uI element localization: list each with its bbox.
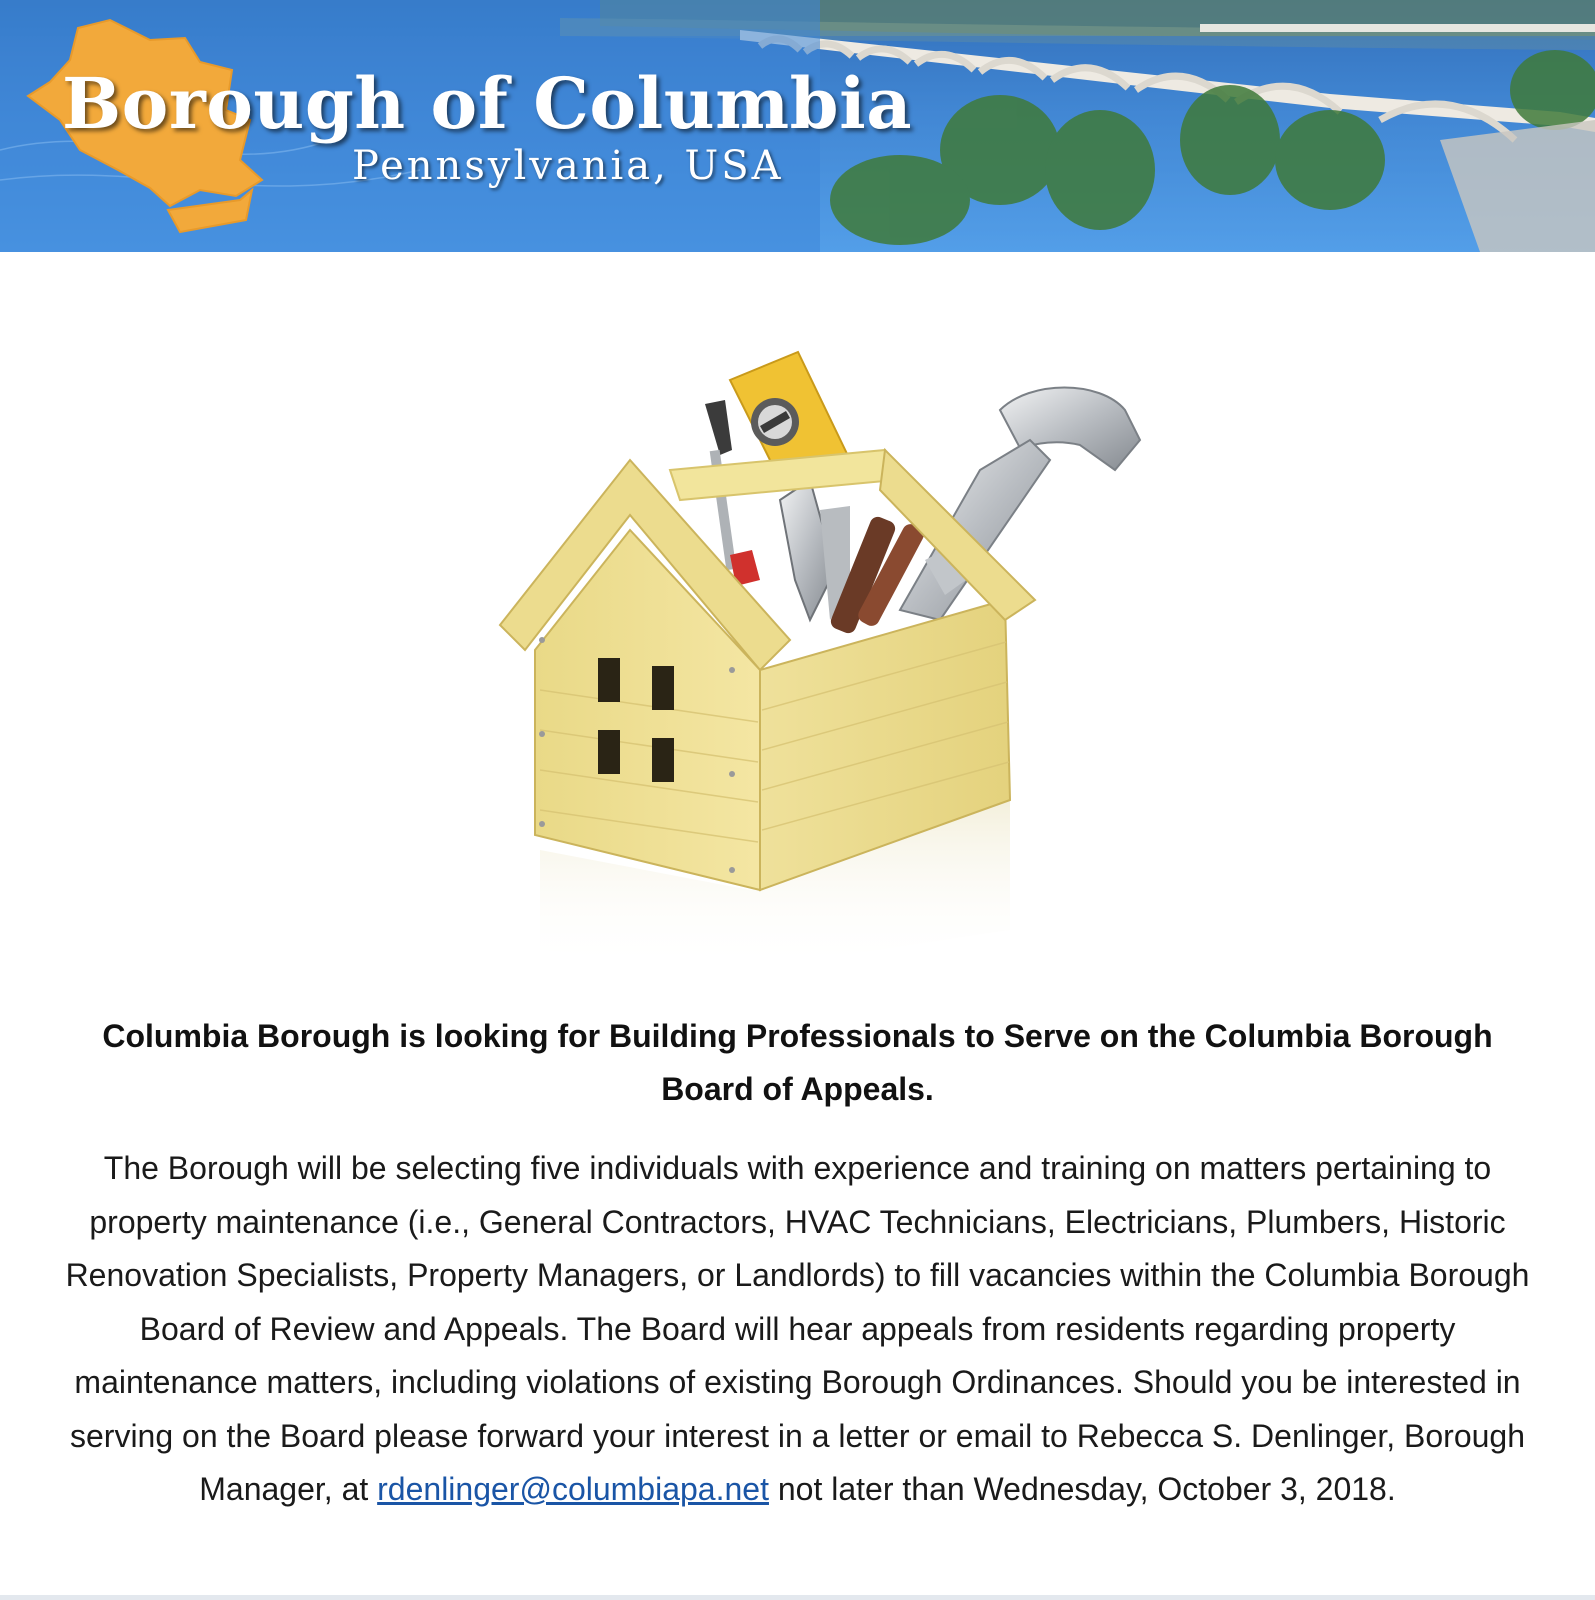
site-title: Borough of Columbia (62, 62, 913, 145)
announcement-headline: Columbia Borough is looking for Building Professionals to Serve on the Columbia Borough Board of Appeals. (102, 1018, 1493, 1107)
toolbox-house-illustration (380, 330, 1180, 970)
body-tail-text: not later than Wednesday, October 3, 2018. (768, 1471, 1396, 1507)
toolbox-house-icon (380, 330, 1180, 970)
site-subtitle: Pennsylvania, USA (352, 143, 784, 189)
bottom-divider (0, 1595, 1595, 1600)
announcement-body (60, 1142, 1535, 1517)
header-banner (0, 0, 1595, 252)
email-link[interactable]: rdenlinger@columbiapa.net (377, 1471, 769, 1507)
body-lead-text: The Borough will be selecting five individuals with experience and training on matters pertaining to property maintenance (i.e., General Contractors, HVAC Technicians, Electricians, Plumbers, Historic Renovation Specialists, Property Managers, or Landlords) to fill vacancies within the Columbia Borough Board of Review and Appeals. The Board will hear appeals from residents regarding property maintenance matters, including violations of existing Borough Ordinances. Should you be interested in serving on the Board please forward your interest in a letter or email to Rebecca S. Denlinger, Borough Manager, at (65, 1150, 1530, 1507)
